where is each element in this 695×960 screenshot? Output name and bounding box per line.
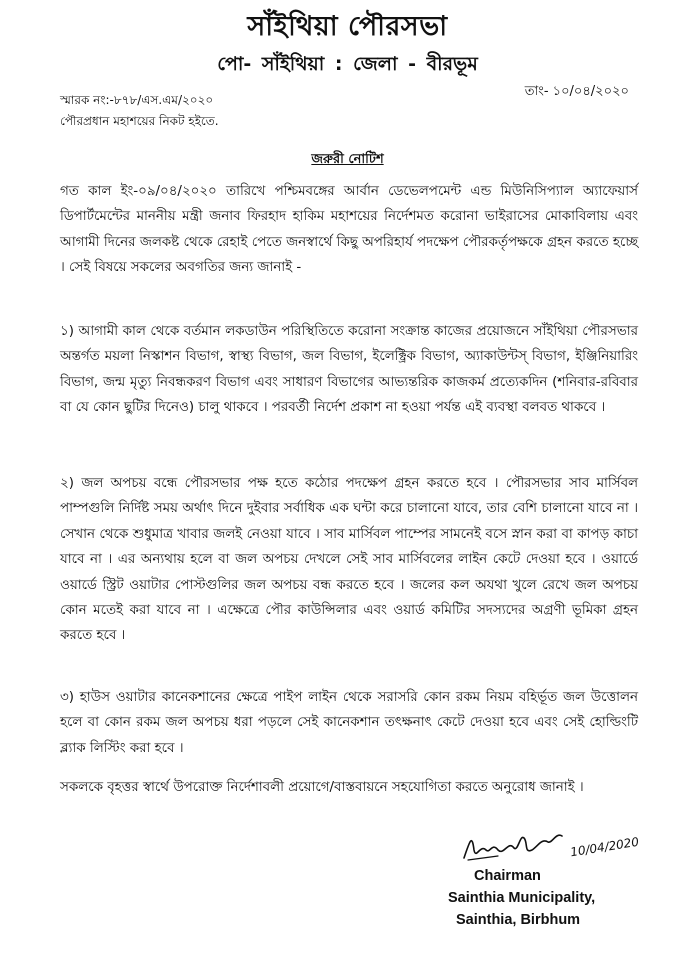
signature-block bbox=[448, 820, 668, 950]
point-1-paragraph: ১) আগামী কাল থেকে বর্তমান লকডাউন পরিস্থিতিতে করোনা সংক্রান্ত কাজের প্রয়োজনে সাঁইথিয়া পৌরসভার অন্তর্গত ময়লা নিস্কাশন বিভাগ, স্বাস্থ্য বিভাগ, জল বিভাগ, ইলেক্ট্রিক বিভাগ, অ্যাকাউন্টস্ বিভাগ, ইঞ্জিনিয়ারিং বিভাগ, জন্ম মৃত্যু নিবন্ধকরণ বিভাগ এবং সাধারণ বিভাগের আভ্যন্তরিক কাজকর্ম প্রত্যেকদিন (শনিবার-রবিবার বা যে কোন ছুটির দিনেও) চালু থাকবে । পরবর্তী নির্দেশ প্রকাশ না হওয়া পর্যন্ত এই ব্যবস্থা বলবত থাকবে । bbox=[60, 324, 638, 416]
memo-number: স্মারক নং:-৮৭৮/এস.এম/২০২০ bbox=[60, 93, 214, 107]
notice-heading: জরুরী নোটিশ bbox=[311, 152, 384, 167]
signatory-organization: Sainthia Municipality, bbox=[448, 890, 596, 906]
closing-paragraph: সকলকে বৃহত্তর স্বার্থে উপরোক্ত নির্দেশাবলী প্রয়োগে/বাস্তবায়নে সহযোগিতা করতে অনুরোধ জানাই । bbox=[60, 780, 584, 795]
municipality-address: পো- সাঁইথিয়া : জেলা - বীরভূম bbox=[217, 53, 478, 75]
issued-from: পৌরপ্রধান মহাশয়ের নিকট হইতে. bbox=[60, 114, 219, 128]
signatory-location: Sainthia, Birbhum bbox=[456, 912, 581, 928]
point-2-paragraph: ২) জল অপচয় বন্ধে পৌরসভার পক্ষ হতে কঠোর পদক্ষেপ গ্রহন করতে হবে । পৌরসভার সাব মার্সিবল পাম্পগুলি নির্দিষ্ট সময় অর্থাৎ দিনে দুইবার সর্বাধিক এক ঘন্টা করে চালানো যাবে, তার বেশি চালানো যাবে না । সেখান থেকে শুধুমাত্র খাবার জলই নেওয়া যাবে । সাব মার্সিবল পাম্পের সামনেই বসে স্নান করা বা কাপড় কাচা যাবে না । এর অন্যথায় হলে বা জল অপচয় দেখলে সেই সাব মার্সিবলের লাইন কেটে দেওয়া হবে । ওয়ার্ডে ওয়ার্ডে স্ট্রিট ওয়াটার পোস্টগুলির জল অপচয় বন্ধ করতে হবে । জলের কল অযথা খুলে রেখে জল অপচয় কোন মতেই করা যাবে না । এক্ষেত্রে পৌর কাউন্সিলার এবং ওয়ার্ড কমিটির সদস্যদের অগ্রণী ভূমিকা গ্রহন করতে হবে । bbox=[60, 476, 638, 644]
point-3-paragraph: ৩) হাউস ওয়াটার কানেকশানের ক্ষেত্রে পাইপ লাইন থেকে সরাসরি কোন রকম নিয়ম বহির্ভূত জল উত্তোলন হলে বা কোন রকম জল অপচয় ধরা পড়লে সেই কানেকশান তৎক্ষনাৎ কেটে দেওয়া হবে এবং সেই হোল্ডিংটি ব্ল্যাক লিস্টিং করা হবে । bbox=[60, 690, 638, 756]
signatory-title: Chairman bbox=[474, 868, 541, 884]
handwritten-signature bbox=[458, 820, 578, 870]
municipality-title: সাঁইথিয়া পৌরসভা bbox=[247, 11, 448, 42]
notice-date: তাং- ১০/০৪/২০২০ bbox=[524, 84, 629, 99]
handwritten-date: 10/04/2020 bbox=[569, 834, 640, 860]
intro-paragraph: গত কাল ইং-০৯/০৪/২০২০ তারিখে পশ্চিমবঙ্গের আর্বান ডেভেলপমেন্ট এন্ড মিউনিসিপ্যাল অ্যাফেয়ার্স ডিপার্টমেন্টের মাননীয় মন্ত্রী জনাব ফিরহাদ হাকিম মহাশয়ের নির্দেশমত করোনা ভাইরাসের মোকাবিলায় এবং আগামী দিনের জলকষ্ট থেকে রেহাই পেতে জনস্বার্থে কিছু অপরিহার্য পদক্ষেপ পৌরকর্তৃপক্ষকে গ্রহন করতে হচ্ছে । সেই বিষয়ে সকলের অবগতির জন্য জানাই - bbox=[60, 184, 638, 276]
